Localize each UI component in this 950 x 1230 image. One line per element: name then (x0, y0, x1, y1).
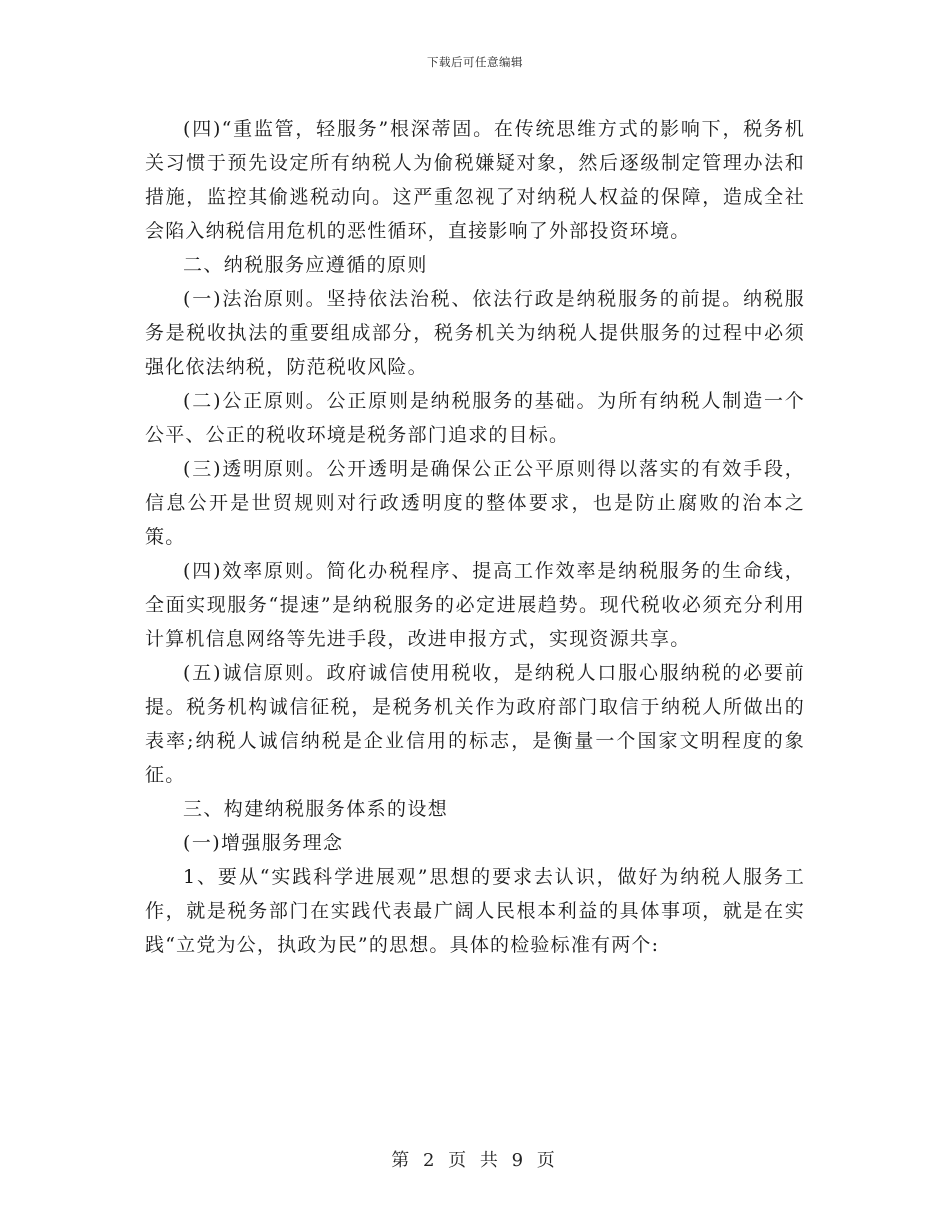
section-heading-principles: 二、纳税服务应遵循的原则 (183, 254, 428, 276)
subheading-service-concept: (一)增强服务理念 (183, 832, 344, 854)
paragraph-rule-of-law: (一)法治原则。坚持依法治税、依法行政是纳税服务的前提。纳税服务是税收执法的重要组成部分，税务机关为纳税人提供服务的过程中必须强化依法纳税，防范税收风险。 (145, 288, 805, 378)
paragraph-fairness: (二)公正原则。公正原则是纳税服务的基础。为所有纳税人制造一个公平、公正的税收环境是税务部门追求的目标。 (145, 390, 805, 446)
paragraph-scientific-development: 1、要从“实践科学进展观”思想的要求去认识，做好为纳税人服务工作，就是税务部门在实践代表最广阔人民根本利益的具体事项，就是在实践“立党为公，执政为民”的思想。具体的检验标准有两个: (145, 866, 805, 956)
document-body (145, 112, 805, 962)
paragraph-4-regulation: (四)“重监管，轻服务”根深蒂固。在传统思维方式的影响下，税务机关习惯于预先设定所有纳税人为偷税嫌疑对象，然后逐级制定管理办法和措施，监控其偷逃税动向。这严重忽视了对纳税人权益的保障，造成全社会陷入纳税信用危机的恶性循环，直接影响了外部投资环境。 (145, 118, 805, 242)
paragraph-integrity: (五)诚信原则。政府诚信使用税收，是纳税人口服心服纳税的必要前提。税务机构诚信征税，是税务机关作为政府部门取信于纳税人所做出的表率;纳税人诚信纳税是企业信用的标志，是衡量一个国家文明程度的象征。 (145, 662, 805, 786)
paragraph-transparency: (三)透明原则。公开透明是确保公正公平原则得以落实的有效手段，信息公开是世贸规则对行政透明度的整体要求，也是防止腐败的治本之策。 (145, 458, 805, 548)
page-number-footer: 第 2 页 共 9 页 (391, 1150, 559, 1171)
section-heading-system: 三、构建纳税服务体系的设想 (183, 798, 449, 820)
page-header-note: 下载后可任意编辑 (427, 55, 523, 69)
paragraph-efficiency: (四)效率原则。简化办税程序、提高工作效率是纳税服务的生命线，全面实现服务“提速”是纳税服务的必定进展趋势。现代税收必须充分利用计算机信息网络等先进手段，改进申报方式，实现资源共享。 (145, 560, 805, 650)
